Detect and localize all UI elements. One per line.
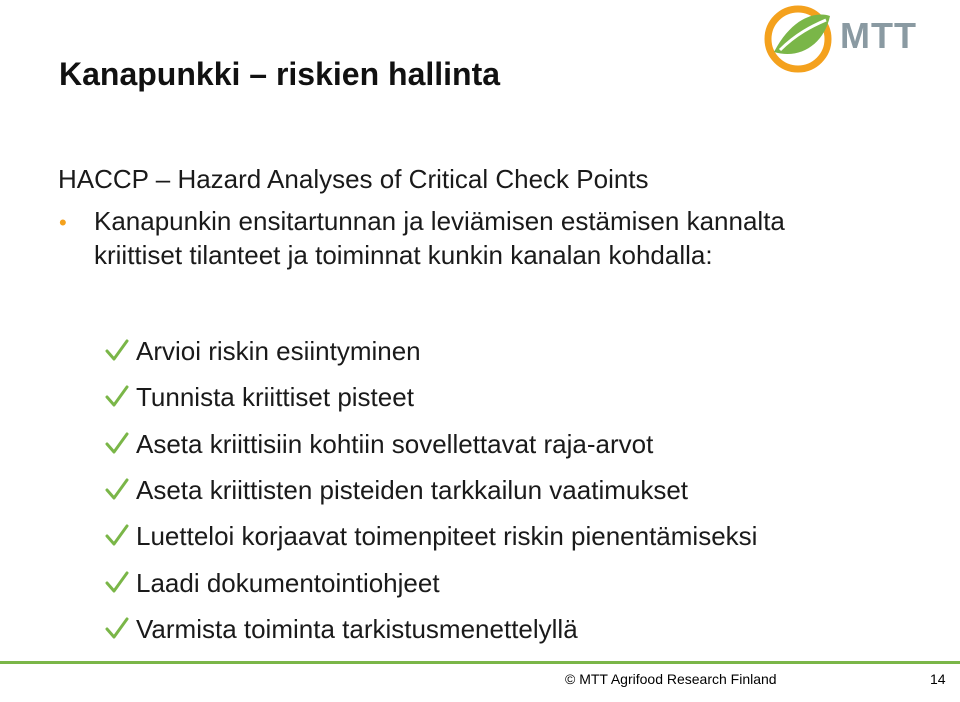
slide-title: Kanapunkki – riskien hallinta bbox=[59, 56, 501, 92]
checklist-item-label: Aseta kriittisten pisteiden tarkkailun vaatimukset bbox=[136, 475, 689, 506]
checklist-item-label: Laadi dokumentointiohjeet bbox=[136, 567, 440, 598]
checklist-item-label: Aseta kriittisiin kohtiin sovellettavat raja-arvot bbox=[136, 428, 654, 459]
checklist-item bbox=[104, 328, 757, 374]
checklist-item bbox=[104, 559, 757, 605]
footer-divider bbox=[0, 661, 960, 664]
checklist bbox=[104, 328, 757, 652]
bullet-dot-icon: • bbox=[59, 210, 67, 235]
checklist-item bbox=[104, 421, 757, 467]
checklist-item-label: Luetteloi korjaavat toimenpiteet riskin pienentämiseksi bbox=[136, 521, 758, 552]
checkmark-icon bbox=[104, 570, 130, 596]
main-bullet-text: Kanapunkin ensitartunnan ja leviämisen estämisen kannalta kriittiset tilanteet ja toiminnat kunkin kanalan kohdalla: bbox=[94, 206, 785, 270]
footer-copyright: © MTT Agrifood Research Finland bbox=[565, 671, 777, 687]
checkmark-icon bbox=[104, 431, 130, 457]
checkmark-icon bbox=[104, 338, 130, 364]
checklist-item bbox=[104, 374, 757, 420]
checkmark-icon bbox=[104, 477, 130, 503]
checklist-item bbox=[104, 467, 757, 513]
checklist-item-label: Tunnista kriittiset pisteet bbox=[136, 382, 414, 413]
checkmark-icon bbox=[104, 523, 130, 549]
logo-wordmark: MTT bbox=[840, 15, 917, 56]
main-bullet bbox=[58, 205, 858, 272]
checklist-item-label: Varmista toiminta tarkistusmenettelyllä bbox=[136, 613, 578, 644]
checkmark-icon bbox=[104, 384, 130, 410]
page-number: 14 bbox=[930, 671, 946, 687]
slide-subtitle: HACCP – Hazard Analyses of Critical Check Points bbox=[58, 164, 649, 194]
checklist-item-label: Arvioi riskin esiintyminen bbox=[136, 336, 421, 367]
checkmark-icon bbox=[104, 616, 130, 642]
checklist-item bbox=[104, 513, 757, 559]
checklist-item bbox=[104, 606, 757, 652]
